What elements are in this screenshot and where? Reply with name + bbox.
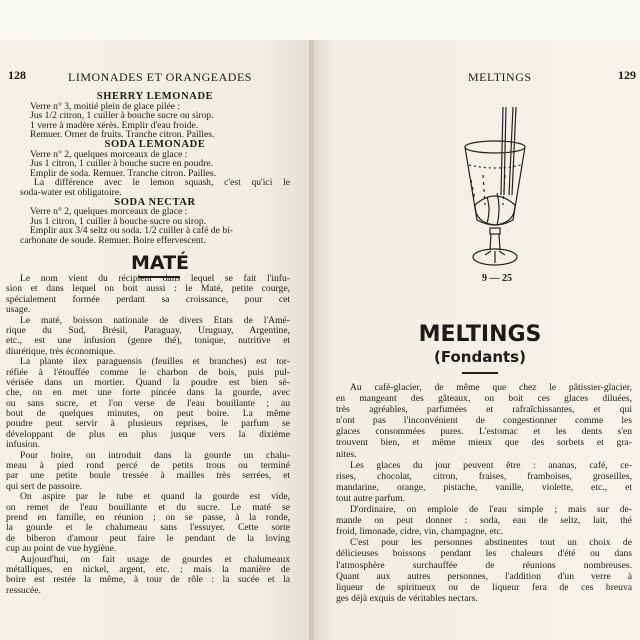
recipe-heading: SODA NECTAR	[114, 196, 196, 208]
text-line: mandarine, orange, pistache, vanille, violette, etc., et	[336, 481, 632, 493]
text-line: rises, chocolat, citron, fraises, framboises, groseilles,	[336, 470, 632, 482]
recipe-heading: SODA LEMONADE	[104, 138, 206, 150]
text-line: Pour boire, on introduit dans la gourde un chalu-	[20, 449, 290, 461]
book-gutter	[309, 40, 314, 640]
text-line: La différence avec le lemon squash, c'est qu'ici le	[34, 177, 290, 189]
text-line: l'atmosphère surchauffée de réunions nombreuses.	[336, 559, 632, 571]
text-line: infusion.	[6, 439, 40, 451]
text-line: Jus 1 citron, 1 cuiller à bouche sucre en poudre.	[30, 158, 214, 170]
text-line: boire est restée la même, à tour de rôle : la sucée et la	[6, 574, 290, 586]
text-line: Remuer. Orner de fruits. Tranche citron. Pailles.	[30, 129, 215, 141]
text-line: Jus 1/2 citron, 1 cuiller à bouche sucre ou sirop.	[30, 110, 214, 122]
text-line: vérisée dans un mortier. Quand la poudre est bien sè-	[6, 376, 290, 388]
text-line: ges déjà exquis de véritables nectars.	[336, 592, 478, 604]
text-line: C'est pour les personnes abstinentes tout un choix de	[350, 537, 632, 549]
text-line: poudre peut servir à plusieurs reprises, le parfum se	[6, 418, 290, 430]
text-line: Verre n° 2, quelques morceaux de glace :	[30, 148, 188, 160]
meltings-text	[336, 382, 632, 604]
text-line: nites.	[336, 448, 357, 460]
text-line: usage.	[6, 304, 31, 316]
text-line: On aspire par le tube et quand la gourde est vide,	[20, 491, 290, 503]
text-line: Le nom vient du récipient dans lequel se fait l'infu-	[20, 273, 290, 284]
text-line: carbonate de soude. Remuer. Boire effervescent.	[20, 234, 206, 246]
text-line: cup au point de vue hygiène.	[6, 543, 117, 555]
text-line: ressucée.	[6, 584, 41, 596]
section-subtitle-fondants: (Fondants)	[434, 348, 526, 366]
text-line: de biberon d'amour peut faire le pendant de la loving	[6, 532, 290, 544]
text-line: la gourde et le chalumeau sans l'essuyer. Cette sorte	[6, 522, 290, 534]
text-line: Emplir aux 3/4 seltz ou soda. 1/2 cuiller à café de bi-	[30, 225, 234, 237]
text-line: Verre n° 3, moitié plein de glace pilée :	[30, 100, 181, 112]
text-line: etc., est une infusion (genre thé), tonique, nutritive et	[6, 335, 290, 347]
text-line: liqueur de spiritueux ou de liqueur fera de ces breuva	[336, 581, 632, 593]
text-line: prend en famille, en réunion ; on se passe, à la ronde,	[6, 511, 290, 523]
text-line: ou sans sucre, et l'on verse de l'eau bouillante ; au	[6, 397, 290, 409]
text-line: n'ont pas l'inconvénient de congestionner comme les	[336, 415, 632, 427]
text-line: 1 verre à madère xérès. Emplir d'eau froide.	[30, 119, 199, 131]
illustration-caption: 9 — 25	[482, 273, 512, 284]
recipes-block	[20, 92, 290, 246]
text-line: mande on peut donner : soda, eau de seltz, lait, thé	[336, 515, 632, 527]
text-line: métalliques, en nickel, argent, etc. ; mais la manière de	[6, 563, 290, 575]
text-line: D'ordinaire, on emploie de l'eau simple ; mais sur de-	[350, 504, 632, 516]
recipe-heading: SHERRY LEMONADE	[96, 91, 214, 102]
text-line: bout de quelques minutes, on peut boire. La même	[6, 408, 290, 420]
text-line: La plante ilex paraguensis (feuilles et branches) est tor-	[20, 356, 290, 368]
text-line: glaces consommées pures. L'estomac et les dents s'en	[336, 426, 632, 438]
section-title-mate: MATÉ	[130, 252, 190, 274]
text-line: on remet de l'eau bouillante et du sucre. Le maté se	[6, 501, 290, 513]
text-line: rique du Sud, Brésil, Paraguay, Uruguay, Argentine,	[6, 324, 290, 336]
title-rule-right	[462, 372, 498, 374]
ice-cream-glass-illustration	[455, 105, 535, 275]
mate-text	[6, 274, 290, 596]
text-line: che, on en met une forte pincée dans la gourde, avec	[6, 387, 290, 399]
text-line: tout autre parfum.	[336, 492, 405, 504]
text-line: meau à pied rond percé de petits trous ou terminé	[6, 460, 290, 472]
text-line: diurétique, très économique.	[6, 345, 116, 357]
text-line: Les glaces du jour peuvent être : ananas, café, ce-	[350, 459, 632, 471]
text-line: par une petite boule tressée à mailles très serrées, et	[6, 470, 290, 482]
text-line: en mangeant des gâteaux, on boit ces glaces diluées,	[336, 393, 632, 405]
page-number-right: 129	[618, 68, 636, 82]
running-head-left: LIMONADES ET ORANGEADES	[68, 70, 252, 84]
text-line: développant de plus en plus jusque vers la dixième	[6, 428, 290, 440]
text-line: soda-water est obligatoire.	[20, 186, 122, 198]
text-line: Verre n° 2, quelques morceaux de glace :	[30, 206, 188, 218]
text-line: sion et dans lequel on boit aussi : le Maté, petite courge,	[6, 283, 290, 295]
text-line: délicieuses boissons pendant les chaleurs d'été ou dans	[336, 548, 632, 560]
text-line: froid, limonade, cidre, vin, champagne, etc.	[336, 526, 504, 538]
page-number-left: 128	[8, 68, 26, 82]
text-line: Aujourd'hui, on fait usage de gourdes et chalumeaux	[20, 553, 290, 565]
text-line: Quant aux autres personnes, l'addition d'un verre à	[336, 570, 632, 582]
text-line: très agréables, parfumées et rafraîchissantes, et qui	[336, 404, 632, 416]
text-line: Jus 1 citron, 1 cuiller à bouche sucre ou sirop.	[30, 215, 207, 227]
section-title-meltings: MELTINGS	[418, 322, 542, 347]
text-line: Emplir de soda. Remuer. Tranche citron. Pailles.	[30, 167, 216, 179]
text-line: qui sert de passoire.	[6, 480, 83, 492]
text-line: Au café-glacier, de même que chez le pâtissier-glacier,	[350, 382, 632, 393]
running-head-right: MELTINGS	[468, 70, 532, 84]
text-line: Le maté, boisson nationale de divers Etats de l'Amé-	[20, 314, 290, 326]
text-line: spécialement formée perdant sa croissance, pour cet	[6, 293, 290, 305]
text-line: réfiée à l'étouffée comme le charbon de bois, puis pul-	[6, 366, 290, 378]
text-line: trouvent bien, et même mieux que des sorbets et gra-	[336, 437, 632, 449]
